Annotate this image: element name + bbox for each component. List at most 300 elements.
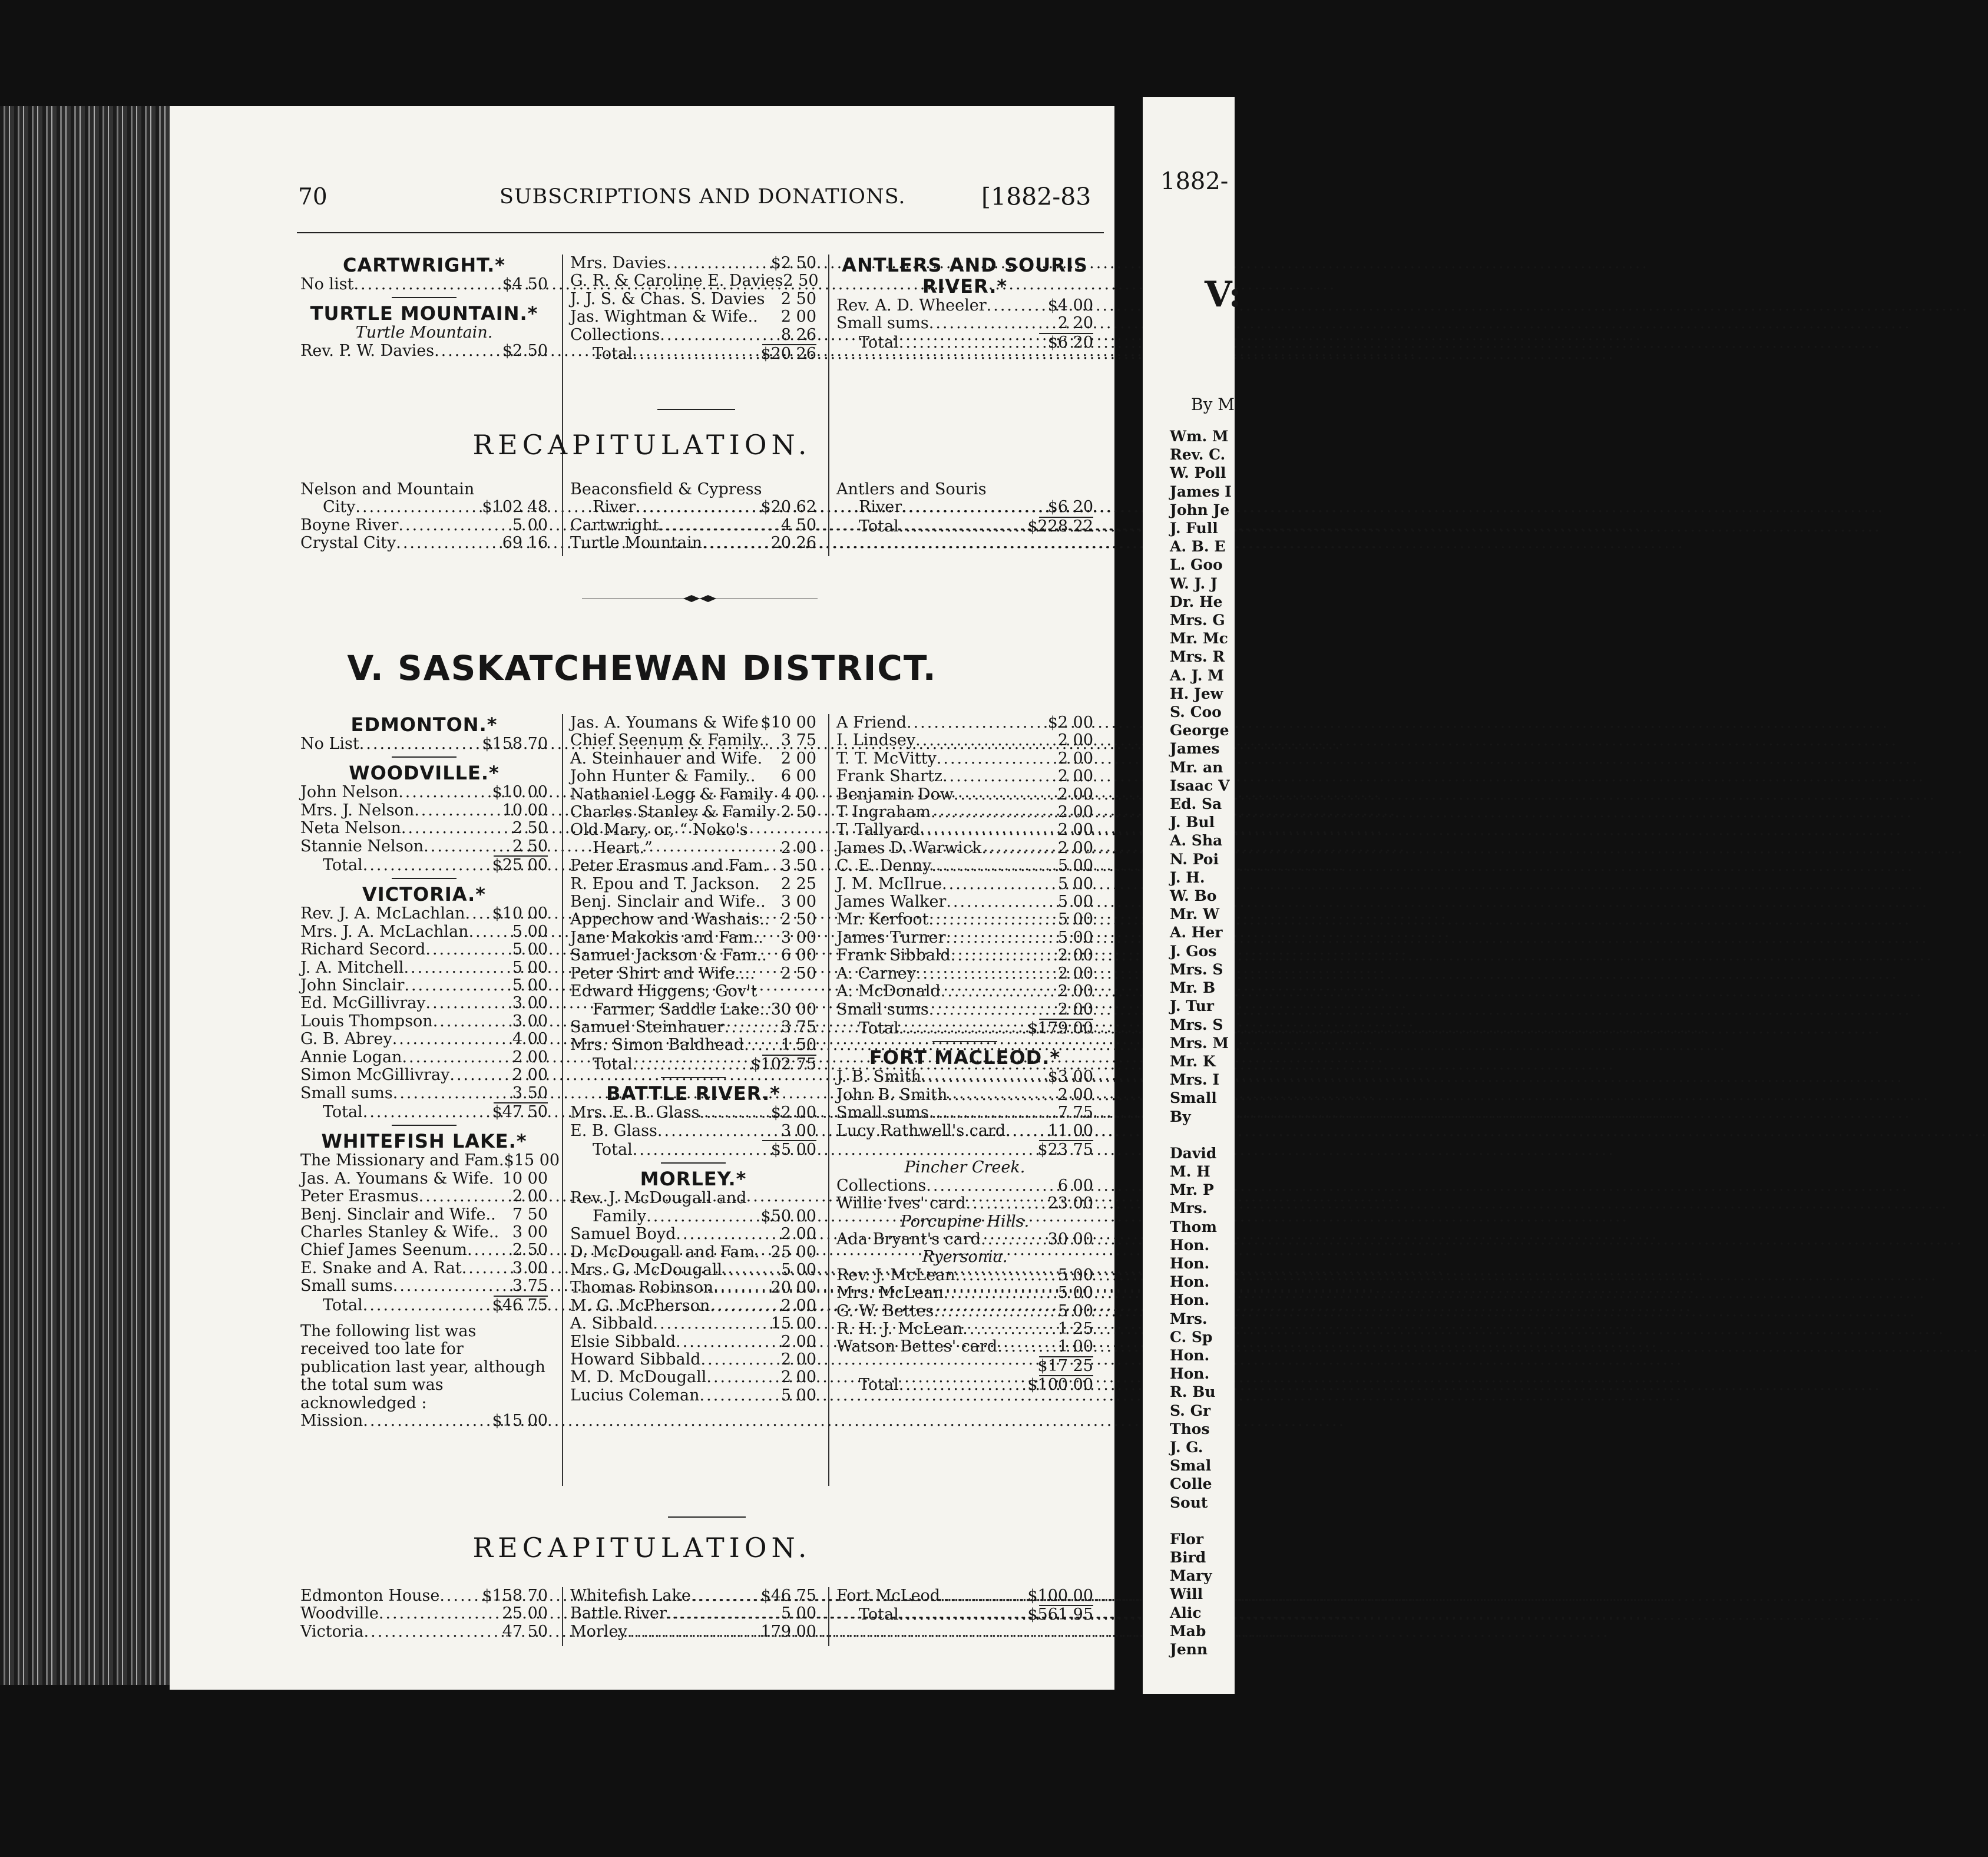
- entry-name: Peter Shirt and Wife....: [570, 964, 755, 983]
- entry-name: G. R. & Caroline E. Davies: [570, 272, 783, 290]
- entry-amount: 6 00: [1057, 1176, 1093, 1195]
- recapitulation-heading: RECAPITULATION.: [472, 1532, 812, 1564]
- leader-dots: [424, 838, 512, 855]
- entry-amount: $4 50: [502, 275, 548, 293]
- entry-row: [300, 1224, 548, 1241]
- entry-name: Mr. Kerfoot: [836, 910, 929, 929]
- entry-amount: 20 26: [770, 534, 816, 553]
- entry-amount: 2 00: [1057, 946, 1093, 965]
- total-row: [570, 1056, 816, 1073]
- leader-dots: [928, 911, 1057, 928]
- subsection-heading: Pincher Creek.: [904, 1158, 1026, 1177]
- entry-amount: $100 00: [1027, 1587, 1093, 1605]
- entry-amount: 5 00: [780, 1260, 816, 1279]
- entry-amount: 2 00: [1057, 1000, 1093, 1019]
- leader-dots: [926, 1177, 1058, 1195]
- entry-row: [836, 1303, 1093, 1320]
- entry-amount: 5 00: [512, 958, 548, 977]
- entry-amount: 2 00: [780, 1350, 816, 1369]
- leader-dots: [929, 1001, 1058, 1019]
- entry-row: [300, 1206, 548, 1224]
- leader-dots: [899, 1376, 1028, 1394]
- entry-name: Boyne River: [300, 516, 399, 534]
- entry-name: Small sums: [300, 1277, 393, 1296]
- entry-row: [300, 1030, 548, 1048]
- subsection-heading: Ryersonia.: [922, 1248, 1008, 1267]
- entry-row: [570, 326, 816, 344]
- adjacent-page-line: A. Sha: [1170, 832, 1223, 850]
- entry-name: Peter Erasmus: [300, 1187, 419, 1206]
- leader-dots: [987, 297, 1048, 315]
- entry-amount: 3 00: [512, 1012, 548, 1030]
- leader-dots: [414, 802, 502, 820]
- adjacent-page-line: R. Bu: [1170, 1383, 1216, 1401]
- adjacent-page-line: George: [1170, 722, 1229, 739]
- entry-amount: 2 50: [780, 910, 816, 929]
- entry-name: Samuel Jackson & Fam..: [570, 946, 767, 965]
- entry-name: Total: [859, 1605, 899, 1624]
- leader-dots: [951, 947, 1058, 964]
- entry-name: Richard Secord: [300, 940, 426, 959]
- entry-row: [300, 959, 548, 977]
- leader-dots: [627, 1623, 761, 1641]
- entry-name: Turtle Mountain: [570, 534, 703, 553]
- entry-amount: 4 00: [512, 1030, 548, 1049]
- leader-dots: [954, 786, 1058, 804]
- entry-amount: 3 00: [512, 1222, 548, 1241]
- adjacent-page-by: By M: [1191, 395, 1235, 414]
- entry-amount: 10 00: [502, 801, 548, 820]
- adjacent-page-line: David: [1170, 1144, 1217, 1162]
- entry-amount: $15 00: [492, 1412, 548, 1430]
- entry-amount: $102 48: [482, 498, 548, 517]
- adjacent-page-line: Mrs. R: [1170, 648, 1225, 666]
- entry-row: [570, 1225, 816, 1243]
- entry-amount: 2 00: [780, 308, 816, 326]
- leader-dots: [633, 1056, 751, 1073]
- entry-row: [300, 994, 548, 1012]
- entry-row: [836, 1177, 1093, 1195]
- entry-row: [570, 1387, 816, 1405]
- leader-dots: [363, 1412, 492, 1430]
- leader-dots: [702, 534, 771, 552]
- column-divider: [828, 481, 829, 556]
- entry-name: Samuel Boyd: [570, 1225, 676, 1244]
- entry-row: [836, 297, 1093, 315]
- page-number: 70: [298, 184, 328, 210]
- leader-dots: [659, 517, 781, 534]
- entry-row: [300, 784, 548, 801]
- leader-dots: [398, 784, 492, 801]
- leader-dots: [364, 1623, 502, 1641]
- entry-name: No list: [300, 275, 354, 293]
- entry-row: [300, 1049, 548, 1066]
- entry-row: [570, 1315, 816, 1333]
- separator-rule: [392, 297, 457, 298]
- entry-amount: $2 00: [1047, 713, 1093, 732]
- entry-name: Neta Nelson: [300, 819, 401, 838]
- leader-dots: [725, 1019, 781, 1036]
- entry-amount: $2 50: [770, 254, 816, 272]
- total-row: [570, 1141, 816, 1159]
- adjacent-page-line: H. Jew: [1170, 685, 1223, 702]
- entry-amount: 30 00: [1047, 1230, 1093, 1248]
- entry-row: [836, 947, 1093, 964]
- adjacent-page-line: W. J. J: [1170, 574, 1218, 592]
- adjacent-page: [1143, 97, 1242, 1694]
- entry-name: Total: [859, 1376, 899, 1395]
- entry-row: [300, 1066, 548, 1084]
- entry-name: R. Epou and T. Jackson.: [570, 874, 760, 893]
- leader-dots: [434, 342, 502, 360]
- entry-name: Mrs. E. B. Glass: [570, 1103, 700, 1122]
- entry-row: [570, 983, 816, 1000]
- adjacent-page-line: James: [1170, 740, 1220, 758]
- entry-row: [570, 1244, 816, 1261]
- entry-name: The Missionary and Fam.: [300, 1151, 504, 1170]
- entry-row: [300, 1260, 548, 1277]
- entry-amount: 2 50: [512, 837, 548, 855]
- adjacent-page-line: Mr. Mc: [1170, 630, 1228, 647]
- adjacent-page-line: W. Bo: [1170, 887, 1217, 905]
- entry-row: [836, 714, 1093, 732]
- entry-name: Mrs. J. A. McLachlan: [300, 922, 469, 941]
- entry-name: Total: [593, 1055, 633, 1073]
- leader-dots: [942, 875, 1058, 893]
- adjacent-page-line: Mab: [1170, 1622, 1206, 1640]
- entry-row: [836, 857, 1093, 875]
- entry-name: Chief James Seenum: [300, 1241, 468, 1260]
- entry-name: Mrs. J. Nelson: [300, 801, 415, 820]
- entry-row: [570, 498, 816, 516]
- leader-dots: [403, 959, 512, 977]
- adjacent-page-line: Mary: [1170, 1567, 1212, 1585]
- entry-name: Small sums: [836, 1103, 929, 1122]
- adjacent-page-line: Thos: [1170, 1420, 1210, 1438]
- entry-row: [836, 1267, 1093, 1284]
- entry-row: [300, 1188, 548, 1205]
- entry-name: Crystal City: [300, 534, 396, 553]
- entry-amount: 2 00: [512, 1048, 548, 1066]
- entry-row: [570, 1019, 816, 1036]
- entry-amount: $2 50: [502, 341, 548, 360]
- entry-row: [300, 276, 548, 293]
- leader-dots: [657, 1122, 781, 1140]
- entry-name: Total: [859, 1019, 899, 1037]
- entry-name: Antlers and Souris: [836, 480, 987, 498]
- entry-amount: $3 00: [1047, 1068, 1093, 1086]
- entry-row: [836, 481, 1093, 498]
- leader-dots: [393, 1277, 512, 1295]
- entry-name: Lucius Coleman: [570, 1386, 700, 1405]
- entry-amount: $47 50: [492, 1102, 548, 1121]
- adjacent-page-line: S. Coo: [1170, 703, 1222, 721]
- adjacent-page-line: Mrs. S: [1170, 1016, 1223, 1033]
- total-row: [836, 334, 1093, 352]
- entry-name: T. T. McVitty: [836, 749, 937, 768]
- entry-name: Mission: [300, 1412, 363, 1430]
- entry-amount: 2 00: [1057, 964, 1093, 983]
- entry-amount: 3 50: [512, 1083, 548, 1102]
- entry-name: A. McDonald: [836, 982, 941, 1001]
- entry-row: [836, 1104, 1093, 1122]
- total-row: [836, 1020, 1093, 1037]
- adjacent-page-line: Hon.: [1170, 1291, 1210, 1309]
- leader-dots: [947, 1086, 1057, 1104]
- entry-name: T Ingraham: [836, 803, 931, 822]
- entry-name: Chief Seenum & Family..: [570, 731, 769, 750]
- entry-name: No List: [300, 735, 359, 753]
- entry-amount: $2 00: [770, 1103, 816, 1122]
- adjacent-page-line: Mr. B: [1170, 979, 1216, 997]
- district-title: V. SASKATCHEWAN DISTRICT.: [347, 648, 937, 688]
- entry-amount: 5 00: [512, 976, 548, 995]
- section-rule: [668, 1516, 746, 1518]
- entry-amount: 5 00: [1057, 857, 1093, 875]
- entry-name: A. Steinhauer and Wife.: [570, 749, 763, 768]
- adjacent-page-line: Hon.: [1170, 1346, 1210, 1364]
- entry-row: [300, 498, 548, 516]
- leader-dots: [997, 1338, 1058, 1356]
- leader-dots: [426, 994, 512, 1012]
- entry-amount: 2 50: [512, 819, 548, 838]
- adjacent-page-line: A. Her: [1170, 924, 1223, 941]
- leader-dots: [363, 1103, 492, 1121]
- header-rule: [297, 232, 1104, 233]
- district-column-1: [300, 713, 560, 1430]
- leader-dots: [691, 1587, 761, 1605]
- adjacent-page-line: J. H.: [1170, 868, 1205, 886]
- leader-dots: [744, 1036, 781, 1054]
- entry-amount: 25 00: [502, 1604, 548, 1623]
- entry-name: Total: [859, 517, 899, 536]
- entry-name: John Hunter & Family..: [570, 767, 756, 786]
- entry-amount: 2 50: [780, 803, 816, 822]
- entry-name: Edmonton House: [300, 1587, 440, 1605]
- entry-name: C. E. Denny: [836, 857, 932, 875]
- entry-row: [300, 838, 548, 855]
- entry-name: Thomas Robinson: [570, 1278, 714, 1297]
- entry-amount: $15 00: [504, 1151, 560, 1170]
- section-heading: VICTORIA.*: [362, 883, 486, 906]
- entry-row: [570, 750, 816, 768]
- recap1-column-2: [570, 481, 816, 553]
- leader-dots: [462, 1260, 512, 1277]
- entry-amount: 2 00: [780, 838, 816, 857]
- leader-dots: [902, 498, 1048, 516]
- entry-row: [836, 1338, 1093, 1356]
- entry-amount: $179 00: [1027, 1019, 1093, 1037]
- leader-dots: [916, 965, 1058, 983]
- entry-amount: $17 25: [1037, 1356, 1093, 1375]
- leader-dots: [636, 498, 760, 516]
- entry-row: [836, 732, 1093, 749]
- entry-amount: 5 00: [512, 922, 548, 941]
- leader-dots: [706, 1369, 781, 1386]
- total-row: [836, 1376, 1093, 1394]
- recap1-column-3: [836, 481, 1093, 536]
- section-rule: [657, 409, 735, 410]
- entry-amount: 2 00: [512, 1066, 548, 1085]
- adjacent-page-line: Alic: [1170, 1604, 1202, 1621]
- entry-name: Rev. P. W. Davies: [300, 341, 435, 360]
- entry-name: Rev. J. A. McLachlan: [300, 904, 465, 923]
- entry-row: [300, 1623, 548, 1641]
- entry-row: [836, 315, 1093, 332]
- entry-amount: 3 75: [512, 1277, 548, 1296]
- section-heading: WOODVILLE.*: [349, 762, 500, 785]
- entry-row: [836, 840, 1093, 857]
- entry-amount: $158 70: [482, 1587, 548, 1605]
- section-heading: BATTLE RIVER.*: [606, 1082, 780, 1105]
- adjacent-page-line: Will: [1170, 1585, 1203, 1603]
- entry-name: Benj. Sinclair and Wife..: [300, 1205, 496, 1224]
- entry-amount: 2 00: [1057, 785, 1093, 804]
- leader-dots: [666, 255, 771, 272]
- adjacent-page-line: Smal: [1170, 1457, 1212, 1475]
- entry-amount: 2 00: [780, 1225, 816, 1244]
- entry-amount: 179 00: [760, 1622, 816, 1641]
- leader-dots: [941, 983, 1058, 1000]
- entry-row: [836, 1068, 1093, 1086]
- entry-name: Total: [859, 333, 899, 352]
- recap2-column-2: [570, 1587, 816, 1641]
- leader-dots: [899, 334, 1048, 352]
- entry-row: [570, 1001, 816, 1019]
- separator-rule: [392, 878, 457, 879]
- entry-name: E. Snake and A. Rat: [300, 1258, 462, 1277]
- entry-name: Collections: [570, 325, 660, 344]
- entry-row: [836, 1231, 1093, 1248]
- entry-name: Whitefish Lake: [570, 1587, 691, 1605]
- entry-name: Total: [593, 1140, 633, 1159]
- entry-name: John Nelson: [300, 783, 399, 802]
- entry-row: [570, 840, 816, 857]
- entry-name: Benjamin Dow: [836, 785, 954, 804]
- leader-dots: [633, 345, 761, 363]
- entry-row: [570, 732, 816, 749]
- entry-name: Jas. Wightman & Wife..: [570, 308, 758, 326]
- entry-amount: 30 00: [770, 1000, 816, 1019]
- entry-amount: 4 00: [780, 785, 816, 804]
- separator-rule: [661, 1162, 726, 1164]
- adjacent-page-line: Dr. He: [1170, 593, 1223, 610]
- entry-amount: 3 50: [780, 857, 816, 875]
- entry-name: Woodville: [300, 1604, 379, 1623]
- ornament-icon: [683, 593, 716, 604]
- leader-dots: [404, 977, 512, 994]
- entry-name: Fort McLeod: [836, 1587, 941, 1605]
- adjacent-page-line: M. H: [1170, 1162, 1210, 1180]
- adjacent-page-line: Isaac V: [1170, 776, 1230, 794]
- entry-amount: $10 00: [492, 783, 548, 802]
- adjacent-page-line: Small: [1170, 1089, 1217, 1107]
- entry-name: Small sums: [836, 1000, 929, 1019]
- adjacent-page-line: A. B. E: [1170, 538, 1226, 556]
- entry-row: [836, 1587, 1093, 1605]
- leader-dots: [401, 820, 512, 837]
- entry-row: [570, 965, 816, 983]
- entry-row: [836, 965, 1093, 983]
- entry-amount: $6 20: [1047, 498, 1093, 517]
- entry-row: [570, 290, 816, 308]
- entry-amount: $228 22: [1027, 517, 1093, 536]
- entry-row: [570, 857, 816, 875]
- adjacent-page-line: J. Tur: [1170, 997, 1214, 1015]
- entry-name: D. McDougall and Fam.: [570, 1243, 760, 1261]
- entry-name: Charles Stanley & Wife..: [300, 1222, 500, 1241]
- total-row: [300, 1103, 548, 1121]
- entry-row: [570, 272, 819, 290]
- separator-rule: [661, 1077, 726, 1078]
- entry-amount: 6 00: [780, 946, 816, 965]
- entry-name: G. W. Bettes: [836, 1301, 934, 1320]
- book-page-edges: [0, 106, 177, 1685]
- adjacent-page-line: Hon.: [1170, 1236, 1210, 1254]
- recapitulation-heading: RECAPITULATION.: [472, 429, 812, 461]
- leader-dots: [699, 1104, 770, 1122]
- entry-row: [300, 517, 548, 534]
- entry-row: [836, 911, 1093, 928]
- entry-amount: 5 00: [1057, 1265, 1093, 1284]
- entry-name: G. B. Abrey: [300, 1030, 392, 1049]
- entry-amount: 11 00: [1047, 1121, 1093, 1140]
- leader-dots: [393, 1085, 512, 1102]
- entry-amount: $46 75: [760, 1587, 816, 1605]
- entry-name: Heart.”: [593, 838, 653, 857]
- district-column-2: [570, 714, 816, 1405]
- entry-amount: 2 20: [1057, 314, 1093, 333]
- entry-row: [570, 875, 816, 893]
- separator-rule: [392, 756, 457, 758]
- entry-name: Jane Makokis and Fam..: [570, 928, 763, 947]
- adjacent-page-line: Hon.: [1170, 1273, 1210, 1291]
- entry-row: [836, 750, 1093, 768]
- entry-name: Nathaniel Legg & Family: [570, 785, 773, 804]
- entry-amount: 5 00: [780, 1386, 816, 1405]
- entry-row: [300, 802, 548, 820]
- adjacent-page-title: V:: [1205, 274, 1242, 315]
- adjacent-page-line: Mrs.: [1170, 1200, 1208, 1217]
- leader-dots: [966, 1195, 1048, 1212]
- entry-amount: $561 95: [1027, 1605, 1093, 1624]
- entry-name: Howard Sibbald: [570, 1350, 701, 1369]
- adjacent-page-line: Mrs. G: [1170, 612, 1225, 629]
- entry-row: [570, 929, 816, 947]
- adjacent-page-line: John Je: [1170, 501, 1230, 518]
- adjacent-page-header: 1882-: [1160, 168, 1229, 195]
- adjacent-page-line: Bird: [1170, 1548, 1206, 1566]
- section-heading: WHITEFISH LAKE.*: [321, 1130, 527, 1153]
- entry-name: Rev. J. McLean: [836, 1265, 955, 1284]
- entry-amount: 5 00: [512, 516, 548, 534]
- leader-dots: [946, 893, 1058, 911]
- leader-dots: [398, 517, 512, 534]
- entry-name: Small sums: [300, 1083, 393, 1102]
- leader-dots: [633, 1141, 771, 1159]
- entry-amount: 5 00: [1057, 893, 1093, 911]
- entry-amount: 20 00: [770, 1278, 816, 1297]
- entry-name: A. Carney: [836, 964, 916, 983]
- entry-row: [836, 1086, 1093, 1104]
- entry-name: R. H. J. McLean: [836, 1320, 963, 1338]
- adjacent-page-line: Jenn: [1170, 1641, 1208, 1658]
- entry-row: [836, 1001, 1093, 1019]
- note-text: The following list was received too late for publication last year, although the total sum was acknowledged :: [300, 1321, 545, 1412]
- entry-amount: 2 25: [780, 874, 816, 893]
- entry-amount: $6 20: [1047, 333, 1093, 352]
- entry-row: [836, 1284, 1093, 1302]
